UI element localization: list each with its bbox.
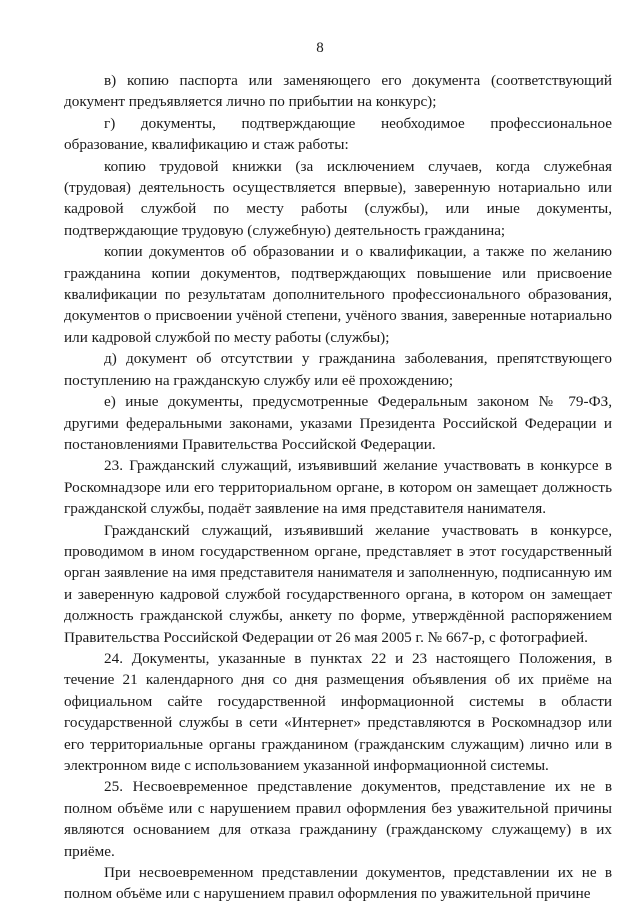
paragraph-item-24: 24. Документы, указанные в пунктах 22 и 23 настоящего Положения, в течение 21 календарного дня со дня размещения объявления об их приёме на официальном сайте государственной информационной системы в области государственной службы в сети «Интернет» представляются в Роскомнадзор или его территориальные органы гражданином (гражданским служащим) лично или в электронном виде с использованием указанной информационной системы. [64, 649, 612, 774]
paragraph-valid-reason: При несвоевременном представлении документов, представлении их не в полном объёме или с нарушением правил оформления по уважительной причине [64, 864, 612, 903]
paragraph-other-agency: Гражданский служащий, изъявивший желание участвовать в конкурсе, проводимом в ином государственном органе, представляет в этот государственный орган заявление на имя представителя нанимателя и заполненную, подписанную им и заверенную кадровой службой государственного органа, в котором он замещает должность гражданской службы, анкету по форме, утверждённой распоряжением Правительства Российской Федерации от 26 мая 2005 г. № 667-р, с фотографией. [64, 521, 612, 646]
paragraph-item-23: 23. Гражданский служащий, изъявивший желание участвовать в конкурсе в Роскомнадзоре или его территориальном органе, в котором он замещает должность гражданской службы, подаёт заявление на имя представителя нанимателя. [64, 457, 612, 518]
paragraph-qualification-docs: г) документы, подтверждающие необходимое профессиональное образование, квалификацию и стаж работы: [64, 114, 612, 154]
paragraph-item-25: 25. Несвоевременное представление документов, представление их не в полном объёме или с нарушением правил оформления без уважительной причины являются основанием для отказа гражданину (гражданскому служащему) в их приёме. [64, 778, 612, 860]
page-number: 8 [316, 40, 324, 56]
paragraph-work-book: копию трудовой книжки (за исключением случаев, когда служебная (трудовая) деятельность осуществляется впервые), заверенную нотариально или кадровой службой по месту работы (службы), или иные документы, подтверждающие трудовую (служебную) деятельность гражданина; [64, 157, 612, 239]
paragraph-passport: в) копию паспорта или заменяющего его документа (соответствующий документ предъявляется лично по прибытии на конкурс); [64, 72, 612, 111]
document-body [64, 70, 612, 905]
paragraph-other-docs: е) иные документы, предусмотренные Федеральным законом № 79-ФЗ, другими федеральными законами, указами Президента Российской Федерации и постановлениями Правительства Российской Федерации. [64, 393, 612, 453]
paragraph-medical-certificate: д) документ об отсутствии у гражданина заболевания, препятствующего поступлению на гражданскую службу или её прохождению; [64, 350, 612, 389]
paragraph-education-docs: копии документов об образовании и о квалификации, а также по желанию гражданина копии документов, подтверждающих повышение или присвоение квалификации по результатам дополнительного профессионального образования, документов о присвоении учёной степени, учёного звания, заверенные нотариально или кадровой службой по месту работы (службы); [64, 243, 612, 346]
